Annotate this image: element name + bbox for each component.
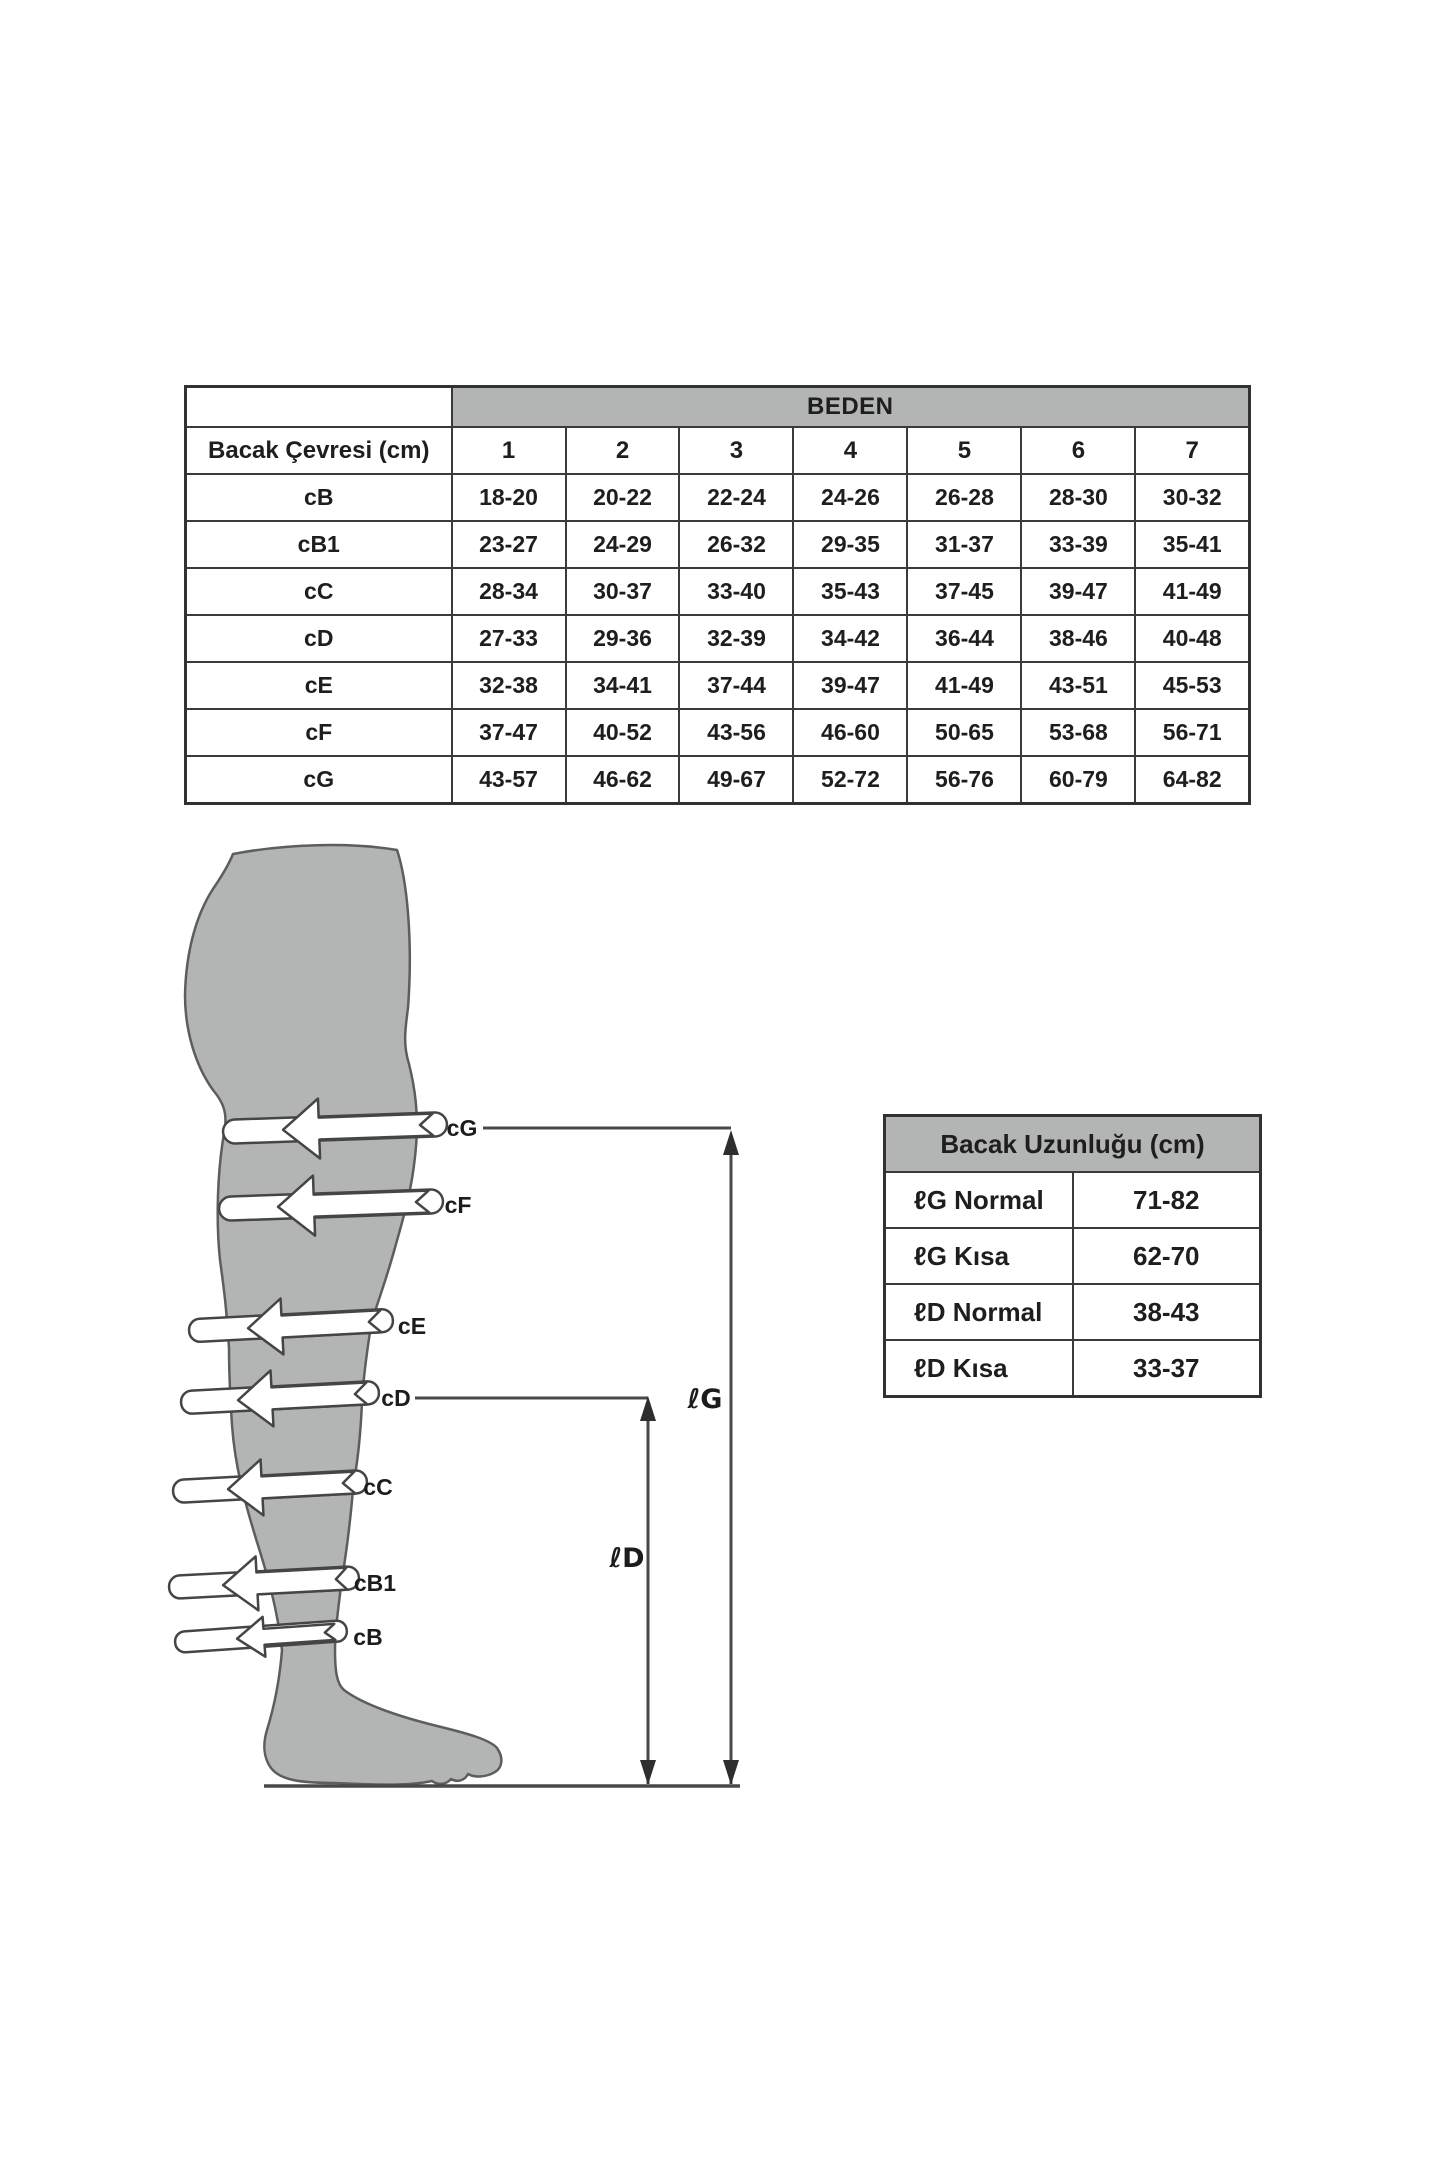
table-cell: 26-28	[907, 474, 1021, 521]
row-label: cD	[186, 615, 452, 662]
arrowhead-down-icon	[723, 1760, 739, 1785]
table-cell: 46-62	[566, 756, 680, 804]
table-row	[186, 662, 1250, 709]
table-row	[186, 615, 1250, 662]
table-row-columns	[186, 427, 1250, 474]
table-cell: 32-38	[452, 662, 566, 709]
table-cell: 23-27	[452, 521, 566, 568]
size-column-header: 3	[679, 427, 793, 474]
table-cell: 38-43	[1073, 1284, 1261, 1340]
table-cell: 41-49	[1135, 568, 1249, 615]
table-cell: 43-56	[679, 709, 793, 756]
table-cell: 60-79	[1021, 756, 1135, 804]
size-column-header: 4	[793, 427, 907, 474]
table-cell: 45-53	[1135, 662, 1249, 709]
leg-measurement-diagram	[165, 840, 745, 1800]
table-row	[186, 474, 1250, 521]
table-cell: 33-40	[679, 568, 793, 615]
size-table	[184, 385, 1251, 805]
length-label-lD: ℓD	[609, 1543, 645, 1574]
size-column-header: 1	[452, 427, 566, 474]
table-cell: 56-76	[907, 756, 1021, 804]
table-row	[885, 1172, 1261, 1228]
table-cell: 52-72	[793, 756, 907, 804]
row-label: ℓD Kısa	[885, 1340, 1073, 1397]
row-label: cG	[186, 756, 452, 804]
table-cell: 46-60	[793, 709, 907, 756]
table-cell: 24-26	[793, 474, 907, 521]
table-cell: 28-30	[1021, 474, 1135, 521]
row-label: cF	[186, 709, 452, 756]
table-cell: 33-37	[1073, 1340, 1261, 1397]
row-label: cC	[186, 568, 452, 615]
table-row	[186, 521, 1250, 568]
length-label-lG: ℓG	[687, 1384, 723, 1415]
table-cell: 31-37	[907, 521, 1021, 568]
table-cell: 39-47	[1021, 568, 1135, 615]
table-cell: 33-39	[1021, 521, 1135, 568]
band-label-cB: cB	[353, 1624, 383, 1650]
table-cell: 28-34	[452, 568, 566, 615]
row-label: ℓG Kısa	[885, 1228, 1073, 1284]
table-cell: 29-35	[793, 521, 907, 568]
table-cell: 50-65	[907, 709, 1021, 756]
table-cell: 37-47	[452, 709, 566, 756]
band-label-cD: cD	[381, 1385, 411, 1411]
arrowhead-down-icon	[640, 1760, 656, 1785]
table-cell: 64-82	[1135, 756, 1249, 804]
table-cell: 40-52	[566, 709, 680, 756]
table-row-beden	[186, 387, 1250, 428]
table-cell: 37-45	[907, 568, 1021, 615]
table-cell: 56-71	[1135, 709, 1249, 756]
table-cell: 36-44	[907, 615, 1021, 662]
table-row	[885, 1340, 1261, 1397]
size-column-header: 6	[1021, 427, 1135, 474]
size-column-header: 7	[1135, 427, 1249, 474]
size-table-beden-header: BEDEN	[452, 387, 1250, 428]
table-cell: 26-32	[679, 521, 793, 568]
table-cell: 38-46	[1021, 615, 1135, 662]
row-label: ℓD Normal	[885, 1284, 1073, 1340]
band-label-cB1: cB1	[353, 1570, 397, 1596]
band-label-cF: cF	[444, 1192, 472, 1218]
size-table-corner-cell	[186, 387, 452, 428]
table-cell: 49-67	[679, 756, 793, 804]
size-column-header: 5	[907, 427, 1021, 474]
table-cell: 34-42	[793, 615, 907, 662]
table-row	[186, 756, 1250, 804]
table-cell: 39-47	[793, 662, 907, 709]
arrowhead-up-icon	[640, 1396, 656, 1421]
table-cell: 22-24	[679, 474, 793, 521]
band-label-cC: cC	[363, 1474, 393, 1500]
table-cell: 43-51	[1021, 662, 1135, 709]
row-label: ℓG Normal	[885, 1172, 1073, 1228]
table-cell: 30-32	[1135, 474, 1249, 521]
band-label-cE: cE	[397, 1313, 427, 1339]
size-table-row-header: Bacak Çevresi (cm)	[186, 427, 452, 474]
table-cell: 35-41	[1135, 521, 1249, 568]
table-row	[885, 1228, 1261, 1284]
table-cell: 40-48	[1135, 615, 1249, 662]
table-cell: 43-57	[452, 756, 566, 804]
table-cell: 37-44	[679, 662, 793, 709]
table-row-header	[885, 1116, 1261, 1173]
row-label: cB	[186, 474, 452, 521]
arrowhead-up-icon	[723, 1130, 739, 1155]
table-cell: 34-41	[566, 662, 680, 709]
table-cell: 20-22	[566, 474, 680, 521]
table-cell: 71-82	[1073, 1172, 1261, 1228]
table-row	[885, 1284, 1261, 1340]
row-label: cB1	[186, 521, 452, 568]
table-cell: 29-36	[566, 615, 680, 662]
table-cell: 35-43	[793, 568, 907, 615]
table-cell: 18-20	[452, 474, 566, 521]
table-row	[186, 568, 1250, 615]
table-cell: 41-49	[907, 662, 1021, 709]
table-row	[186, 709, 1250, 756]
table-cell: 30-37	[566, 568, 680, 615]
table-cell: 53-68	[1021, 709, 1135, 756]
length-table-header: Bacak Uzunluğu (cm)	[885, 1116, 1261, 1173]
row-label: cE	[186, 662, 452, 709]
band-label-cG: cG	[446, 1115, 478, 1141]
table-cell: 24-29	[566, 521, 680, 568]
length-table	[883, 1114, 1262, 1398]
table-cell: 27-33	[452, 615, 566, 662]
table-cell: 32-39	[679, 615, 793, 662]
table-cell: 62-70	[1073, 1228, 1261, 1284]
size-column-header: 2	[566, 427, 680, 474]
